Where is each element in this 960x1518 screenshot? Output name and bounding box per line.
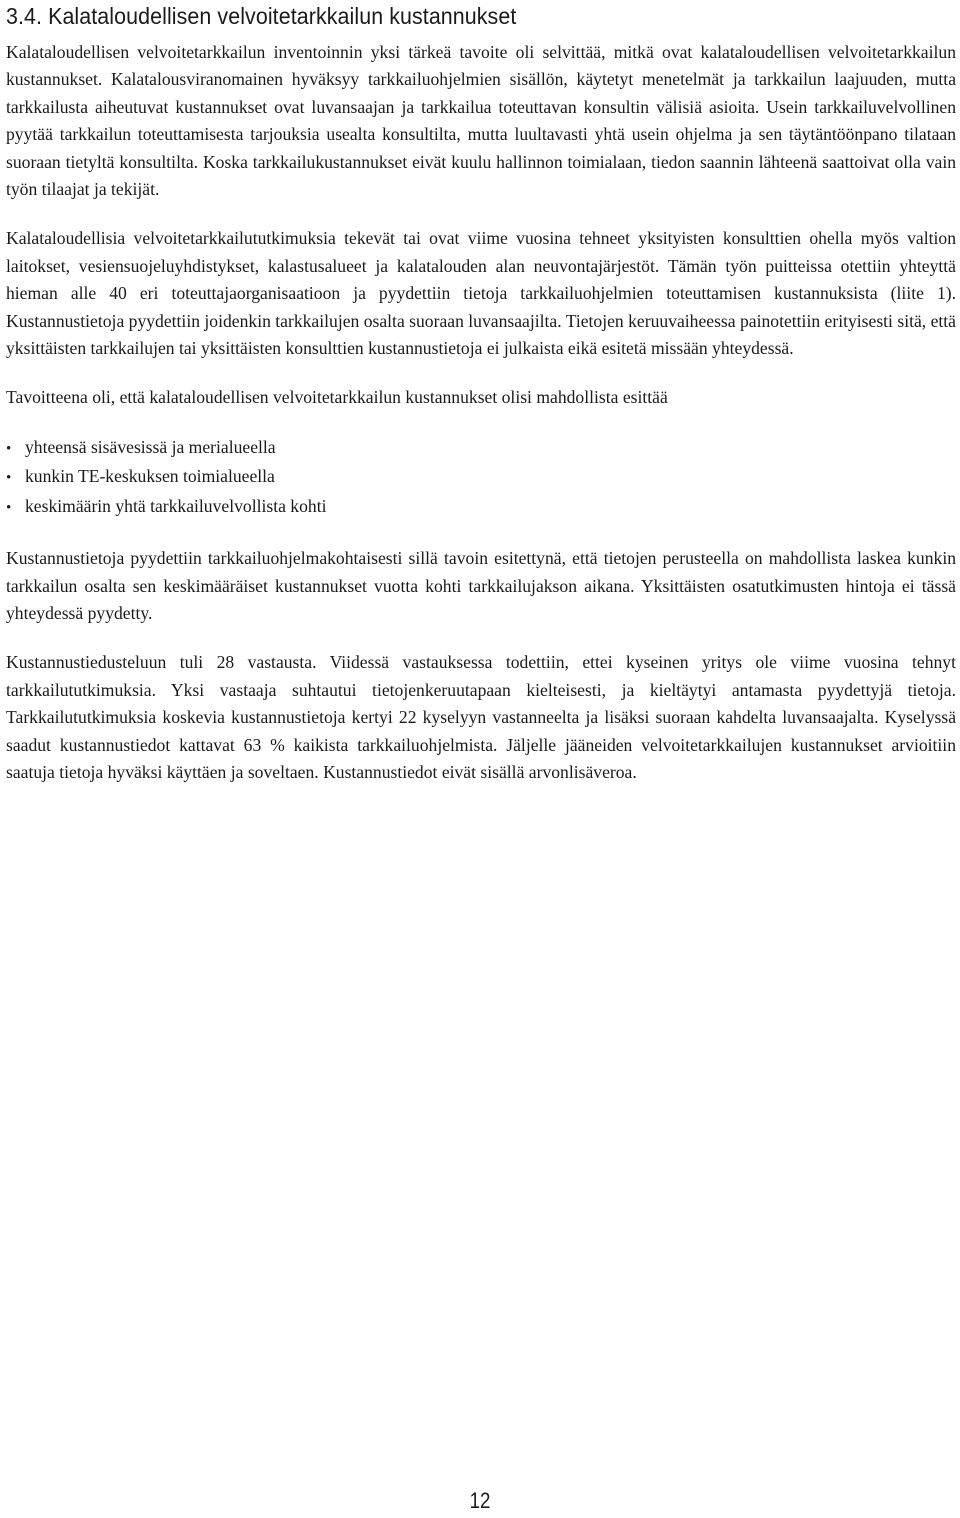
paragraph-objective: Tavoitteena oli, että kalataloudellisen velvoitetarkkailun kustannukset olisi mahdollista esittää [6, 387, 668, 408]
paragraph-data-collection: Kalataloudellisia velvoitetarkkailututkimuksia tekevät tai ovat viime vuosina tehneet yksityisten konsulttien ohella myös valtion laitokset, vesiensuojeluyhdistykset, kalastusalueet ja kalatalouden alan neuvontajärjestöt. Tämän työn puitteissa otettiin yhteyttä hieman alle 40 eri toteuttajaorganisaatioon ja pyydettiin tietoja tarkkailuohjelmien toteuttamisen kustannuksista (liite 1). Kustannustietoja pyydettiin joidenkin tarkkailujen osalta suoraan luvansaajilta. Tietojen keruuvaiheessa painotettiin erityisesti sitä, että yksittäisten tarkkailujen tai yksittäisten konsulttien kustannustietoja ei julkaista eikä esitetä missään yhteydessä. [6, 228, 956, 359]
bullet-icon: • [6, 470, 12, 487]
list-item [6, 434, 956, 463]
paragraph-survey-results: Kustannustiedusteluun tuli 28 vastausta. Viidessä vastauksessa todettiin, ettei kyseinen yritys ole viime vuosina tehnyt tarkkailututkimuksia. Yksi vastaaja suhtautui tietojenkeruutapaan kielteisesti, ja kieltäytyi antamasta pyydettyjä tietoja. Tarkkailututkimuksia koskevia kustannustietoja kertyi 22 kyselyyn vastanneelta ja lisäksi suoraan kahdelta luvansaajalta. Kyselyssä saadut kustannustiedot kattavat 63 % kaikista tarkkailuohjelmista. Jäljelle jääneiden velvoitetarkkailujen kustannukset arvioitiin saatuja tietoja hyväksi käyttäen ja soveltaen. Kustannustiedot eivät sisällä arvonlisäveroa. [6, 652, 956, 782]
page-number: 12 [469, 1488, 491, 1513]
document-page [6, 0, 956, 786]
paragraph-inventory-goal: Kalataloudellisen velvoitetarkkailun inventoinnin yksi tärkeä tavoite oli selvittää, mitkä ovat kalataloudellisen velvoitetarkkailun kustannukset. Kalatalousviranomainen hyväksyy tarkkailuohjelmien sisällön, käytetyt menetelmät ja tarkkailun laajuuden, mutta tarkkailusta aiheutuvat kustannukset ovat luvansaajan ja tarkkailua toteuttavan konsultin välisiä asioita. Usein tarkkailuvelvollinen pyytää tarkkailun toteuttamisesta tarjouksia usealta konsultilta, mutta luultavasti yhtä usein ohjelma ja sen täytäntöönpano tilataan suoraan tietyltä konsultilta. Koska tarkkailukustannukset eivät kuulu hallinnon toimialaan, tiedon saannin lähteenä saattoivat olla vain työn tilaajat ja tekijät. [6, 42, 956, 200]
bullet-icon: • [6, 499, 12, 516]
paragraph-cost-request: Kustannustietoja pyydettiin tarkkailuohjelmakohtaisesti sillä tavoin esitettynä, että tietojen perusteella on mahdollista laskea kunkin tarkkailun osalta sen keskimääräiset kustannukset vuotta kohti tarkkailujakson aikana. Yksittäisten osatutkimusten hintoja ei tässä yhteydessä pyydetty. [6, 548, 956, 623]
list-item [6, 463, 956, 492]
list-item [6, 493, 956, 522]
list-item-text: yhteensä sisävesissä ja merialueella [25, 436, 276, 457]
bullet-icon: • [6, 440, 12, 457]
list-item-text: keskimäärin yhtä tarkkailuvelvollista kohti [25, 495, 327, 516]
list-item-text: kunkin TE-keskuksen toimialueella [25, 466, 275, 487]
objective-bullet-list [6, 434, 956, 522]
section-heading: 3.4. Kalataloudellisen velvoitetarkkailun kustannukset [6, 3, 517, 29]
